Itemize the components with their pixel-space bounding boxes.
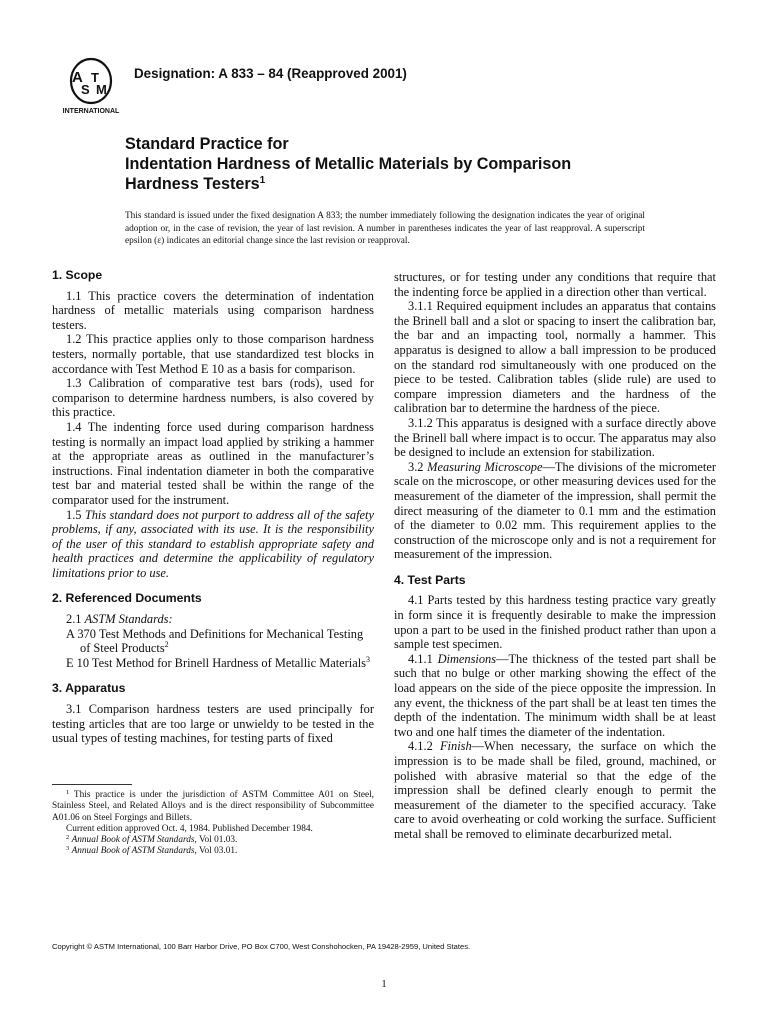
paragraph-1-4: 1.4 The indenting force used during comparison hardness testing is normally an impact load applied by striking a hammer at the appropriate areas as outlined in the manufacturer’s instructions. Final indentation diameter in both the comparative test bar and material tested shall be within the range of the comparator used for the instrument. xyxy=(52,419,374,507)
reference-e10-text: E 10 Test Method for Brinell Hardness of Metallic Materials xyxy=(66,655,366,670)
title-line-2: Indentation Hardness of Metallic Materials by Comparison xyxy=(125,155,572,173)
paragraph-4-1: 4.1 Parts tested by this hardness testing practice vary greatly in form since it is frequently desirable to make the impression upon a part to be used in the finished product rather than upon a sample test specimen. xyxy=(394,593,716,652)
paragraph-4-1-2-text: —When necessary, the surface on which the impression is to be made shall be filed, ground, machined, or polished with abrasive material so that the edge of the impression shall be defined clearly enough to permit the measurement of the diameter to the specified accuracy. Take care to avoid overheating or cold working the surface. Sufficient metal shall be removed to eliminate decarburized metal. xyxy=(394,739,716,841)
svg-text:M: M xyxy=(96,82,107,97)
title-footnote-mark: 1 xyxy=(259,175,266,186)
footnote-divider xyxy=(52,784,132,785)
section-heading-scope: 1. Scope xyxy=(52,268,103,282)
footnote-3-volume: , Vol 03.01. xyxy=(194,846,238,857)
paragraph-2-1-text: ASTM Standards: xyxy=(84,612,173,627)
footnote-1 xyxy=(52,790,374,824)
paragraph-4-1-2-number: 4.1.2 xyxy=(408,739,433,754)
paragraph-4-1-1-text: —The thickness of the tested part shall be such that no bulge or other marking showing the effect of the load appears on the side of the piece opposite the impression. In any event, the thickness of the part shall be at least ten times the depth of the indentation. The minimum width shall be at least two and one half times the diameter of the indentation. xyxy=(394,651,716,739)
section-heading-test-parts: 4. Test Parts xyxy=(394,572,466,587)
footnotes xyxy=(52,790,374,858)
footnote-2-mark: 2 xyxy=(66,834,70,842)
paragraph-1-5-text: This standard does not purport to address all of the safety problems, if any, associated with its use. It is the responsibility of the user of this standard to establish appropriate safety and health practices and determine the applicability of regulatory limitations prior to use. xyxy=(52,507,374,580)
paragraph-2-1 xyxy=(52,612,374,627)
right-column xyxy=(394,270,716,842)
paragraph-3-2-term: Measuring Microscope xyxy=(427,459,543,474)
paragraph-4-1-2-term: Finish xyxy=(439,739,472,754)
section-heading-apparatus: 3. Apparatus xyxy=(52,681,126,696)
copyright-notice: Copyright © ASTM International, 100 Barr Harbor Drive, PO Box C700, West Conshohocken, PA 19428-2959, United States. xyxy=(52,942,471,951)
paragraph-1-5 xyxy=(52,508,374,581)
paragraph-3-2-text: —The divisions of the micrometer scale on the microscope, or other measuring devices used for the measurement of the diameter of the impression, shall permit the direct measuring of the diameter to 0.1 mm and the estimation of the diameter to 0.02 mm. This requirement applies to the construction of the microscope only and is not a requirement for measurement of the impression. xyxy=(394,459,716,562)
paragraph-3-2 xyxy=(394,460,716,562)
footnote-3-text: Annual Book of ASTM Standards xyxy=(71,846,195,857)
paragraph-4-1-2 xyxy=(394,739,716,841)
paragraph-3-1: 3.1 Comparison hardness testers are used principally for testing articles that are too large or unwieldy to be tested in the usual types of testing machines, for testing parts of fixed xyxy=(52,702,374,746)
paragraph-3-1-1: 3.1.1 Required equipment includes an apparatus that contains the Brinell ball and a slot or spacing to insert the calibration bar, the bar and an impacting tool, normally a hammer. This apparatus is designed to allow a ball impression to be produced on the standard rod simultaneously with one produced on the piece to be tested. Calibration tables (slide rule) are used to compare impression diameters and the hardness of the calibration bar to determine the hardness of the piece. xyxy=(394,299,716,416)
paragraph-2-1-number: 2.1 xyxy=(66,612,82,627)
reference-a370 xyxy=(52,627,374,656)
footnote-2 xyxy=(52,835,374,846)
paragraph-1-5-number: 1.5 xyxy=(66,507,82,522)
reference-e10-mark: 3 xyxy=(366,654,370,664)
svg-text:A: A xyxy=(72,69,83,86)
footnote-1-mark: 1 xyxy=(66,789,70,796)
footnote-2-volume: , Vol 01.03. xyxy=(194,835,238,846)
paragraph-4-1-1-number: 4.1.1 xyxy=(408,651,433,666)
paragraph-4-1-1-term: Dimensions xyxy=(437,651,497,666)
svg-text:T: T xyxy=(91,70,99,85)
paragraph-3-2-number: 3.2 xyxy=(408,459,424,474)
footnote-2-text: Annual Book of ASTM Standards xyxy=(71,835,195,846)
paragraph-3-1-continued: structures, or for testing under any conditions that require that the indenting force be applied in a direction other than vertical. xyxy=(394,270,716,299)
footnote-3 xyxy=(52,846,374,857)
document-title xyxy=(125,134,685,194)
reference-a370-text: A 370 Test Methods and Definitions for Mechanical Testing of Steel Products xyxy=(66,626,364,656)
reference-e10 xyxy=(52,656,374,671)
section-heading-referenced-documents: 2. Referenced Documents xyxy=(52,591,202,606)
left-column xyxy=(52,268,374,746)
svg-text:S: S xyxy=(81,82,90,97)
astm-logo xyxy=(58,54,124,116)
reference-a370-mark: 2 xyxy=(164,640,169,650)
paragraph-3-1-2: 3.1.2 This apparatus is designed with a surface directly above the Brinell ball where impact is to occur. The apparatus may also be designed to include an extension for stabilization. xyxy=(394,415,716,460)
designation: Designation: A 833 – 84 (Reapproved 2001) xyxy=(134,66,407,81)
footnote-3-mark: 3 xyxy=(66,845,70,853)
paragraph-1-3: 1.3 Calibration of comparative test bars (rods), used for comparison to determine hardness numbers, is also covered by this practice. xyxy=(52,376,374,420)
footnote-1-text: This practice is under the jurisdiction of ASTM Committee A01 on Steel, Stainless Steel, and Related Alloys and is the direct responsibility of Subcommittee A01.06 on Steel Forgings and Billets. xyxy=(52,790,375,823)
page-number: 1 xyxy=(381,978,387,990)
paragraph-4-1-1 xyxy=(394,652,716,740)
title-line-1: Standard Practice for xyxy=(125,135,289,153)
paragraph-1-1: 1.1 This practice covers the determination of indentation hardness of metallic materials using comparison hardness testers. xyxy=(52,288,374,332)
paragraph-1-2: 1.2 This practice applies only to those comparison hardness testers, normally portable, that use standardized test blocks in accordance with Test Method E 10 as a basis for comparison. xyxy=(52,332,374,376)
preamble: This standard is issued under the fixed designation A 833; the number immediately following the designation indicates the year of original adoption or, in the case of revision, the year of last revision. A number in parentheses indicates the year of last reapproval. A superscript epsilon (ε) indicates an editorial change since the last revision or reapproval. xyxy=(125,211,645,246)
title-line-3: Hardness Testers xyxy=(125,175,260,193)
logo-text: INTERNATIONAL xyxy=(62,108,120,115)
footnote-edition: Current edition approved Oct. 4, 1984. Published December 1984. xyxy=(66,823,313,834)
